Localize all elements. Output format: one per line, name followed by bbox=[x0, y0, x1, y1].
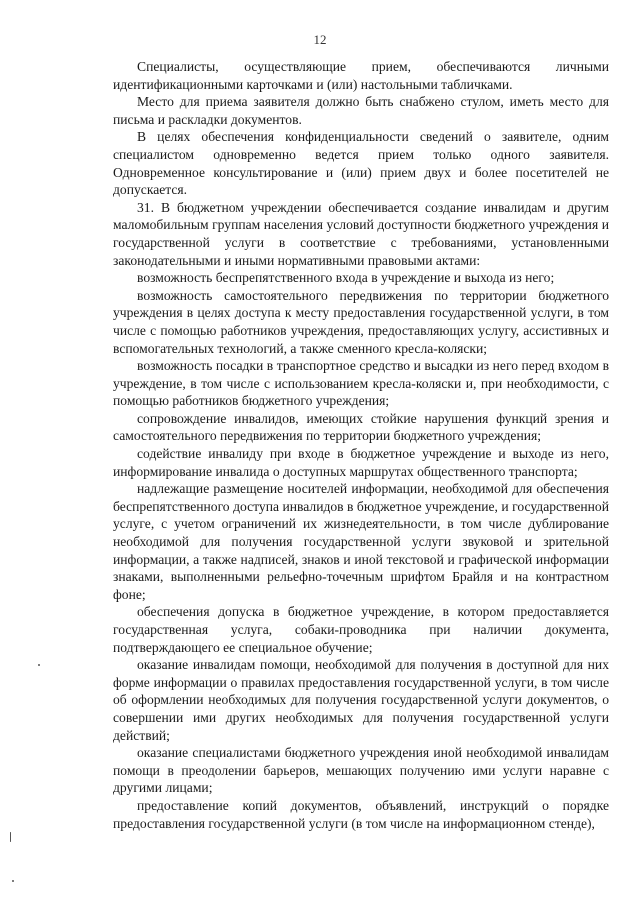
paragraph: надлежащие размещение носителей информации, необходимой для обеспечения беспрепятственного доступа инвалидов в бюджетное учреждение, и государственной услуге, с учетом ограничений их жизнедеятельности, в том числе дублирование необходимой для получения государственной услуги звуковой и зрительной информации, а также надписей, знаков и иной текстовой и графической информации знаками, выполненными рельефно-точечным шрифтом Брайля и на контрастном фоне; bbox=[113, 481, 609, 602]
paragraph: Специалисты, осуществляющие прием, обеспечиваются личными идентификационными карточками и (или) настольными табличками. bbox=[113, 59, 609, 92]
paragraph: оказание инвалидам помощи, необходимой для получения в доступной для них форме информации о правилах предоставления государственной услуги, в том числе об оформлении необходимых для получения государственной услуги документов, о совершении ими других необходимых для получения государственной услуги действий; bbox=[113, 657, 609, 743]
paragraph: сопровождение инвалидов, имеющих стойкие нарушения функций зрения и самостоятельного передвижения по территории бюджетного учреждения; bbox=[113, 410, 609, 444]
scan-speck bbox=[12, 880, 14, 882]
paragraph: возможность беспрепятственного входа в учреждение и выхода из него; bbox=[137, 270, 555, 286]
paragraph: предоставление копий документов, объявлений, инструкций о порядке предоставления государственной услуги (в том числе на информационном стенде), bbox=[113, 797, 609, 831]
paragraph: возможность самостоятельного передвижения по территории бюджетного учреждения в целях доступа к месту предоставления государственной услуги, в том числе с помощью работников учреждения, предоставляющих услугу, ассистивных и вспомогательных технологий, а также сменного кресла-коляски; bbox=[113, 287, 609, 356]
document-body bbox=[113, 58, 609, 832]
paragraph: оказание специалистами бюджетного учреждения иной необходимой инвалидам помощи в преодолении барьеров, мешающих получению ими услуги наравне с другими лицами; bbox=[113, 745, 609, 796]
page-number: 12 bbox=[313, 32, 327, 47]
paragraph: возможность посадки в транспортное средство и высадки из него перед входом в учреждение, в том числе с использованием кресла-коляски и, при необходимости, с помощью работников бюджетного учреждения; bbox=[113, 358, 609, 409]
scan-speck bbox=[38, 664, 40, 666]
paragraph: В целях обеспечения конфиденциальности сведений о заявителе, одним специалистом одновременно ведется прием только одного заявителя. Одновременное консультирование и (или) прием двух и более посетителей не допускается. bbox=[113, 129, 609, 198]
paragraph: Место для приема заявителя должно быть снабжено стулом, иметь место для письма и раскладки документов. bbox=[113, 94, 609, 127]
paragraph: обеспечения допуска в бюджетное учреждение, в котором предоставляется государственная услуга, собаки-проводника при наличии документа, подтверждающего ее специальное обучение; bbox=[113, 604, 609, 655]
paragraph: 31. В бюджетном учреждении обеспечивается создание инвалидам и другим маломобильным группам населения условий доступности бюджетного учреждения и государственной услуги в соответствие с требованиями, установленными законодательными и иными нормативными правовыми актами: bbox=[113, 199, 609, 268]
paragraph: содействие инвалиду при входе в бюджетное учреждение и выходе из него, информирование инвалида о доступных маршрутах общественного транспорта; bbox=[113, 446, 609, 479]
scan-speck bbox=[10, 832, 11, 842]
